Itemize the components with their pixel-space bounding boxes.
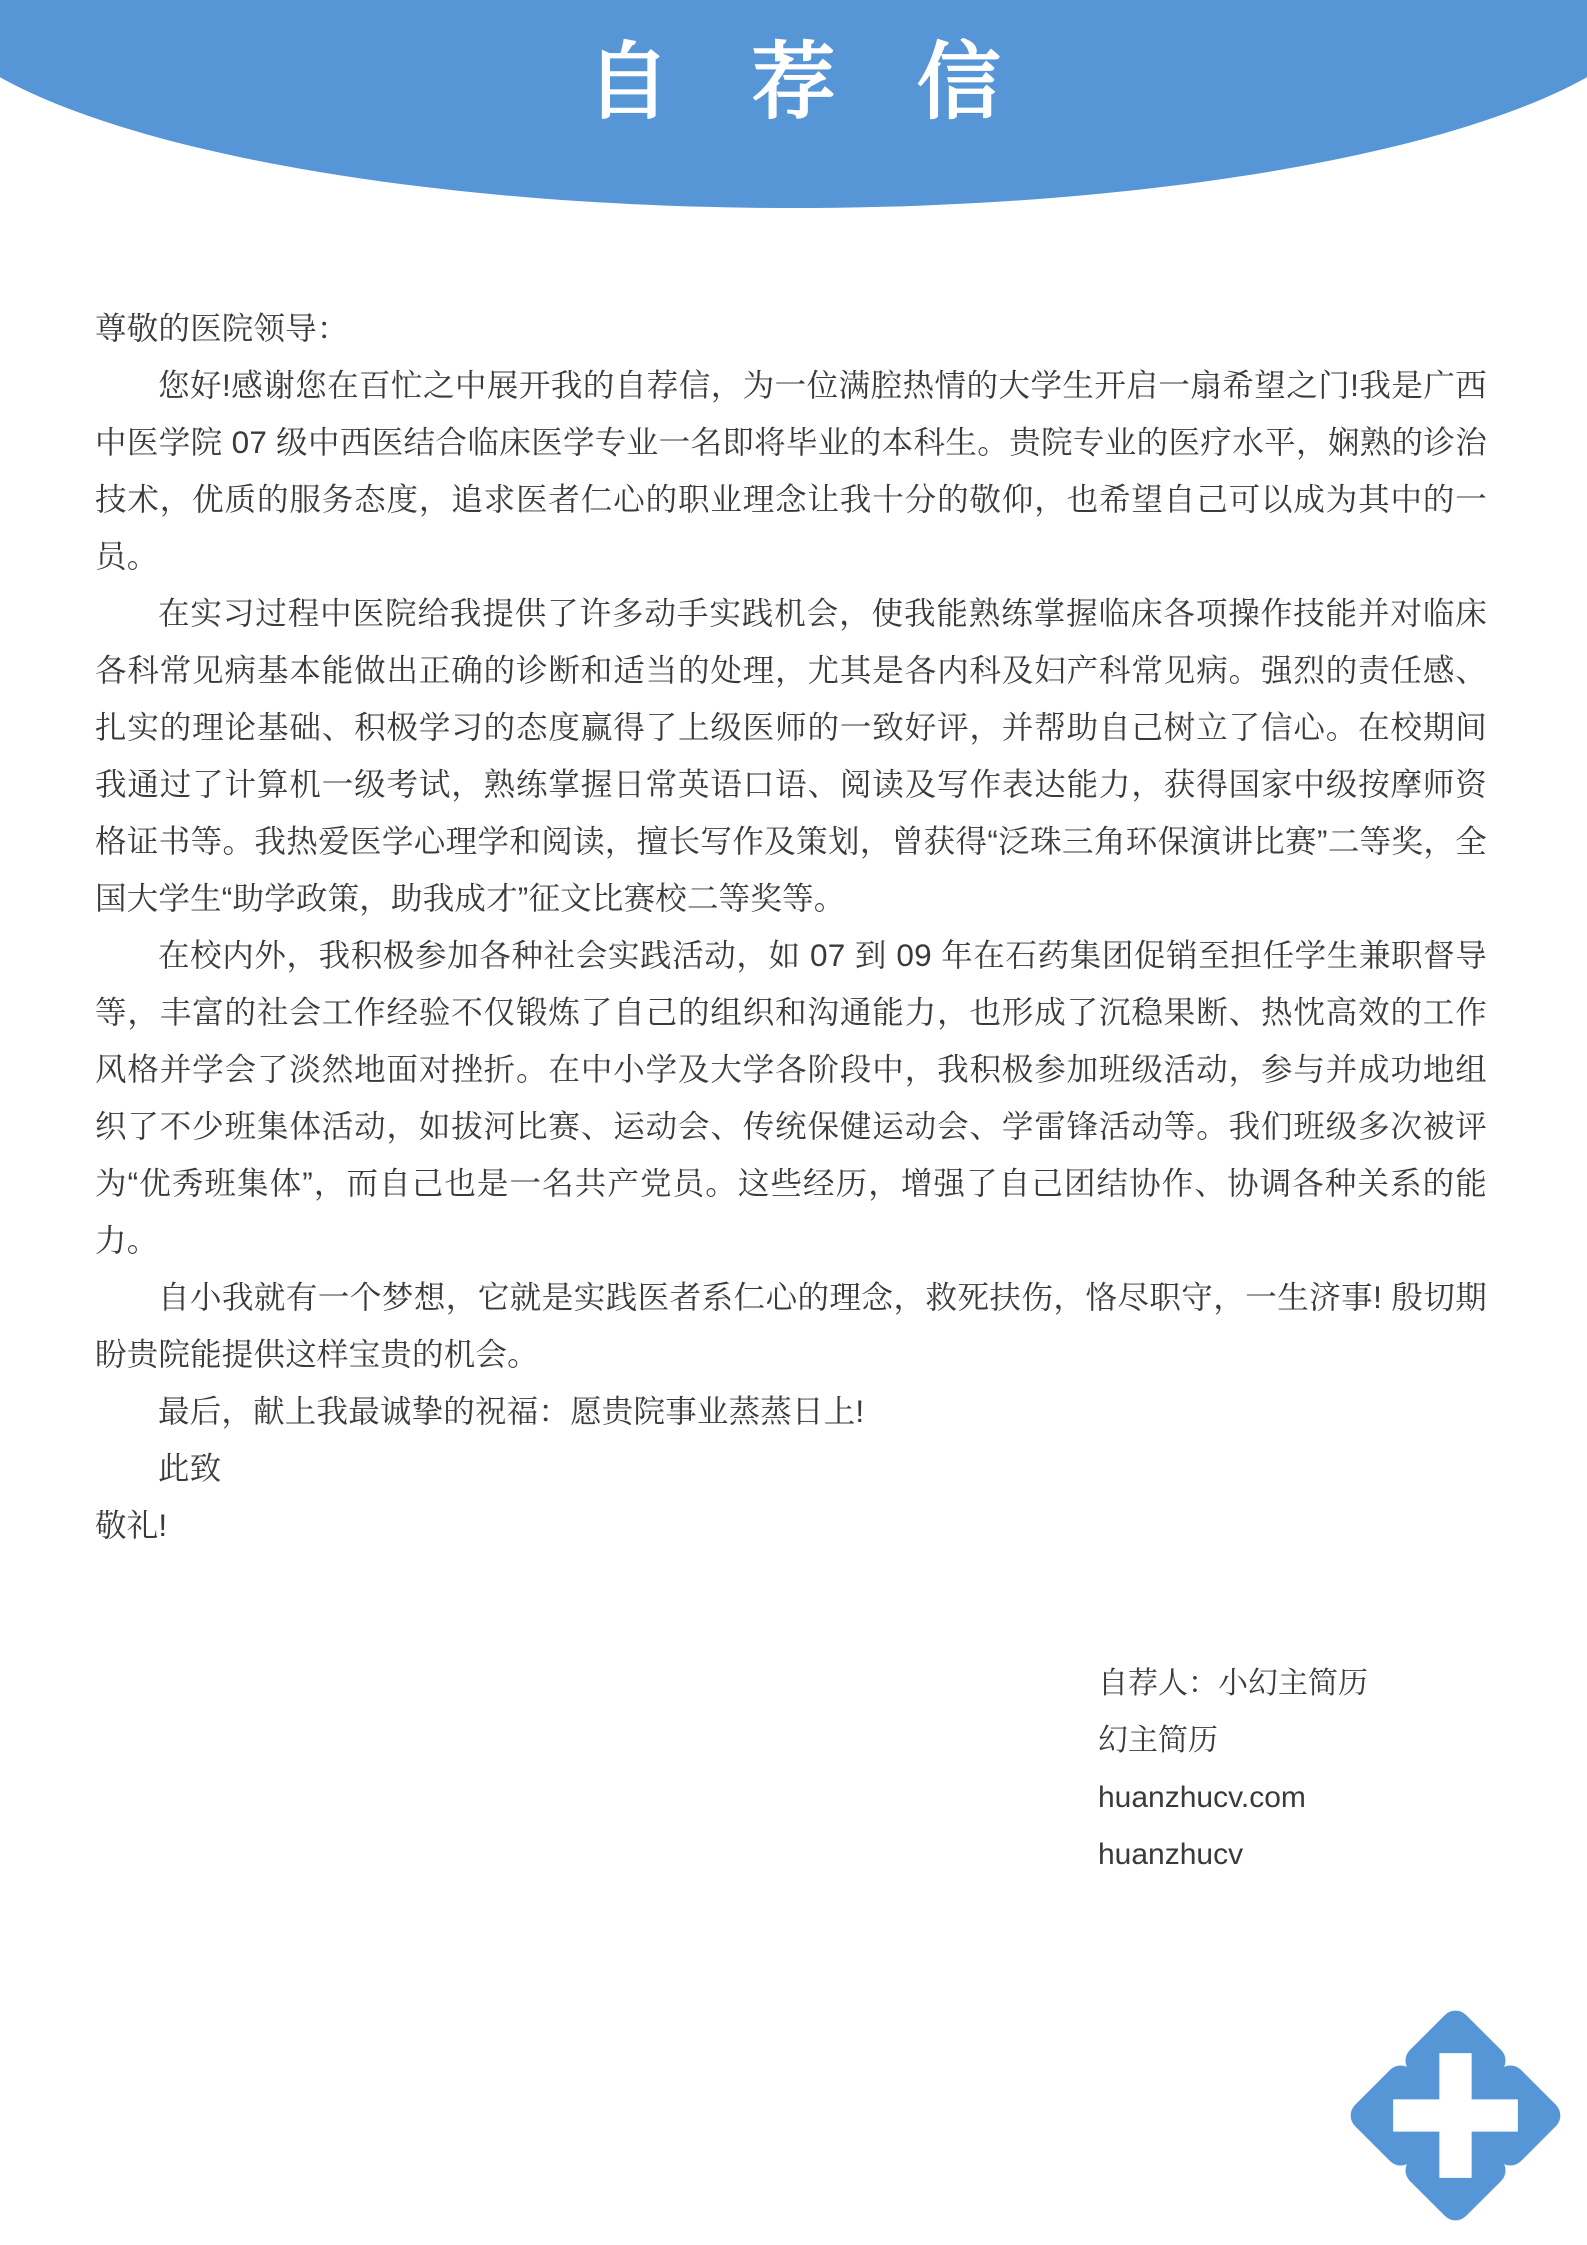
closing-cizhi: 此致 [158, 1450, 222, 1486]
medical-cross-logo [1348, 2008, 1563, 2223]
medical-cross-icon [1348, 2008, 1563, 2223]
letter-paragraph-5: 最后，献上我最诚挚的祝福：愿贵院事业蒸蒸日上! [158, 1393, 865, 1429]
page-title: 自 荐 信 [586, 33, 1027, 131]
salutation: 尊敬的医院领导： [95, 310, 349, 346]
signature-brand: 幻主简历 [1098, 1724, 1218, 1757]
signature-website: huanzhucv.com [1098, 1781, 1306, 1814]
letter-paragraph-2: 在实习过程中医院给我提供了许多动手实践机会，使我能熟练掌握临床各项操作技能并对临床各科常见病基本能做出正确的诊断和适当的处理，尤其是各内科及妇产科常见病。强烈的责任感、扎实的理论基础、积极学习的态度赢得了上级医师的一致好评，并帮助自己树立了信心。在校期间我通过了计算机一级考试，熟练掌握日常英语口语、阅读及写作表达能力，获得国家中级按摩师资格证书等。我热爱医学心理学和阅读，擅长写作及策划，曾获得“泛珠三角环保演讲比赛”二等奖，全国大学生“助学政策，助我成才”征文比赛校二等奖等。 [95, 595, 1487, 916]
signature-website-clipped: huanzhucv [1098, 1838, 1244, 1871]
signature-block [1098, 1655, 1518, 1883]
closing-jingli: 敬礼! [95, 1507, 168, 1543]
header-banner [0, 0, 1587, 208]
letter-body [95, 300, 1487, 1554]
letter-paragraph-3: 在校内外，我积极参加各种社会实践活动，如 07 到 09 年在石药集团促销至担任学生兼职督导等，丰富的社会工作经验不仅锻炼了自己的组织和沟通能力，也形成了沉稳果断、热忱高效的工作风格并学会了淡然地面对挫折。在中小学及大学各阶段中，我积极参加班级活动，参与并成功地组织了不少班集体活动，如拔河比赛、运动会、传统保健运动会、学雷锋活动等。我们班级多次被评为“优秀班集体”，而自己也是一名共产党员。这些经历，增强了自己团结协作、协调各种关系的能力。 [95, 937, 1487, 1258]
signature-author: 自荐人：小幻主简历 [1098, 1667, 1368, 1700]
letter-paragraph-4: 自小我就有一个梦想，它就是实践医者系仁心的理念，救死扶伤，恪尽职守，一生济事! 殷切期盼贵院能提供这样宝贵的机会。 [95, 1279, 1487, 1372]
letter-paragraph-1: 您好!感谢您在百忙之中展开我的自荐信，为一位满腔热情的大学生开启一扇希望之门!我是广西中医学院 07 级中西医结合临床医学专业一名即将毕业的本科生。贵院专业的医疗水平，娴熟的诊治技术，优质的服务态度，追求医者仁心的职业理念让我十分的敬仰，也希望自己可以成为其中的一员。 [95, 367, 1487, 574]
